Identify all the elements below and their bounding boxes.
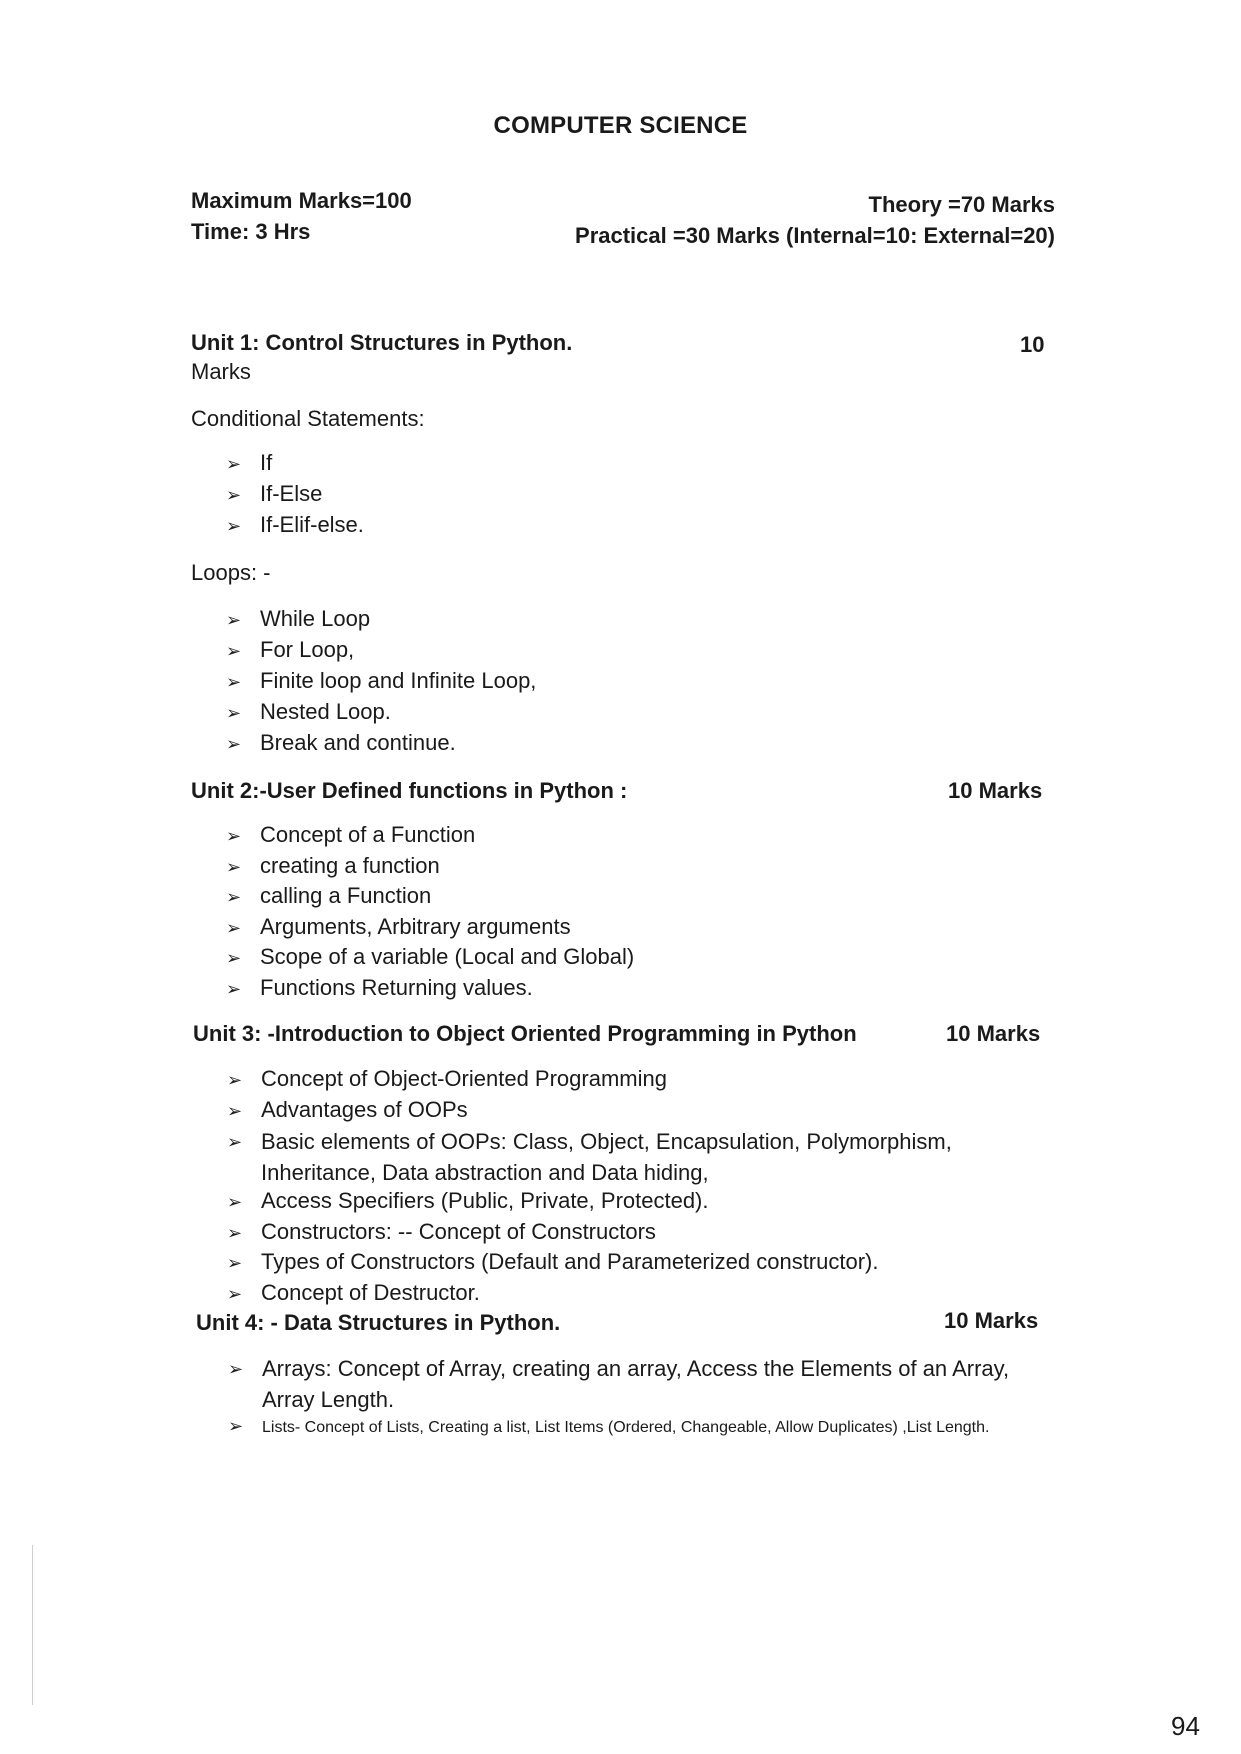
bullet-arrow-icon: ➢ <box>226 610 242 630</box>
list-item: ➢ Functions Returning values. <box>226 974 533 1000</box>
bullet-arrow-icon: ➢ <box>226 826 242 846</box>
practical-marks: Practical =30 Marks (Internal=10: External=20) <box>575 223 1055 248</box>
bullet-arrow-icon: ➢ <box>226 485 242 505</box>
bullet-arrow-icon: ➢ <box>226 641 242 661</box>
unit1-marks-number: 10 <box>1020 332 1045 357</box>
unit4-marks: 10 Marks <box>944 1308 1039 1333</box>
time-allowed: Time: 3 Hrs <box>191 219 311 244</box>
unit2-list <box>226 822 634 1005</box>
list-item: ➢ Basic elements of OOPs: Class, Object, Encapsulation, Polymorphism, Inheritance, Data abstraction and Data hiding, <box>227 1129 952 1185</box>
list-item: ➢ Arguments, Arbitrary arguments <box>226 913 571 939</box>
bullet-arrow-icon: ➢ <box>227 1100 243 1121</box>
unit4-heading: Unit 4: - Data Structures in Python. <box>196 1310 561 1335</box>
unit2-heading: Unit 2:-User Defined functions in Python : <box>191 778 628 803</box>
bullet-arrow-icon: ➢ <box>227 1070 243 1090</box>
list-item: ➢ Scope of a variable (Local and Global) <box>226 944 635 969</box>
bullet-arrow-icon: ➢ <box>226 917 242 938</box>
unit4-list <box>228 1354 1048 1446</box>
list-item: ➢ Concept of a Function <box>226 822 476 847</box>
list-item: ➢ While Loop <box>226 606 371 631</box>
bullet-arrow-icon: ➢ <box>226 516 242 536</box>
unit3-heading: Unit 3: -Introduction to Object Oriented Programming in Python <box>193 1021 857 1046</box>
unit1-marks-word: Marks <box>191 359 251 384</box>
bullet-arrow-icon: ➢ <box>226 703 242 723</box>
list-item: ➢ Constructors: -- Concept of Constructors <box>227 1218 656 1244</box>
list-item: ➢ Finite loop and Infinite Loop, <box>226 668 537 693</box>
list-item: ➢ Arrays: Concept of Array, creating an array, Access the Elements of an Array, Array Length. <box>228 1356 1010 1412</box>
conditional-list <box>226 450 364 543</box>
theory-marks: Theory =70 Marks <box>868 192 1055 217</box>
bullet-arrow-icon: ➢ <box>227 1283 243 1304</box>
max-marks: Maximum Marks=100 <box>191 188 412 213</box>
bullet-arrow-icon: ➢ <box>227 1253 243 1273</box>
list-item: ➢ Break and continue. <box>226 730 456 755</box>
bullet-arrow-icon: ➢ <box>228 1416 244 1436</box>
list-item: ➢ If <box>226 450 273 475</box>
list-item: ➢ For Loop, <box>226 637 355 662</box>
loops-label: Loops: - <box>191 560 271 585</box>
unit3-marks: 10 Marks <box>946 1021 1041 1046</box>
bullet-arrow-icon: ➢ <box>226 978 242 999</box>
list-item: ➢ Advantages of OOPs <box>227 1096 468 1122</box>
page-title: COMPUTER SCIENCE <box>493 112 748 139</box>
bullet-arrow-icon: ➢ <box>226 734 242 754</box>
list-item: ➢ creating a function <box>226 852 440 878</box>
scan-artifact-line <box>32 1545 33 1705</box>
list-item: ➢ Concept of Object-Oriented Programming <box>227 1066 667 1091</box>
unit1-heading: Unit 1: Control Structures in Python. <box>191 330 573 355</box>
bullet-arrow-icon: ➢ <box>226 672 242 692</box>
bullet-arrow-icon: ➢ <box>226 887 242 907</box>
bullet-arrow-icon: ➢ <box>228 1359 244 1379</box>
list-item: ➢ If-Elif-else. <box>226 512 364 537</box>
bullet-arrow-icon: ➢ <box>226 856 242 877</box>
conditional-statements-label: Conditional Statements: <box>191 406 425 431</box>
bullet-arrow-icon: ➢ <box>226 454 242 474</box>
list-item: ➢ calling a Function <box>226 883 432 908</box>
bullet-arrow-icon: ➢ <box>226 948 242 968</box>
bullet-arrow-icon: ➢ <box>227 1132 243 1152</box>
unit2-marks: 10 Marks <box>948 778 1043 803</box>
list-item: ➢ Concept of Destructor. <box>227 1279 480 1305</box>
loops-list <box>226 606 536 761</box>
list-item: ➢ Lists- Concept of Lists, Creating a list, List Items (Ordered, Changeable, Allow Duplicates) ,List Length. <box>228 1416 990 1436</box>
list-item: ➢ Nested Loop. <box>226 699 391 724</box>
unit3-list <box>227 1066 1027 1310</box>
page-number: 94 <box>1171 1711 1200 1741</box>
list-item: ➢ Types of Constructors (Default and Parameterized constructor). <box>227 1249 879 1274</box>
list-item: ➢ Access Specifiers (Public, Private, Protected). <box>227 1188 709 1213</box>
list-item: ➢ If-Else <box>226 481 323 506</box>
bullet-arrow-icon: ➢ <box>227 1192 243 1212</box>
bullet-arrow-icon: ➢ <box>227 1222 243 1243</box>
